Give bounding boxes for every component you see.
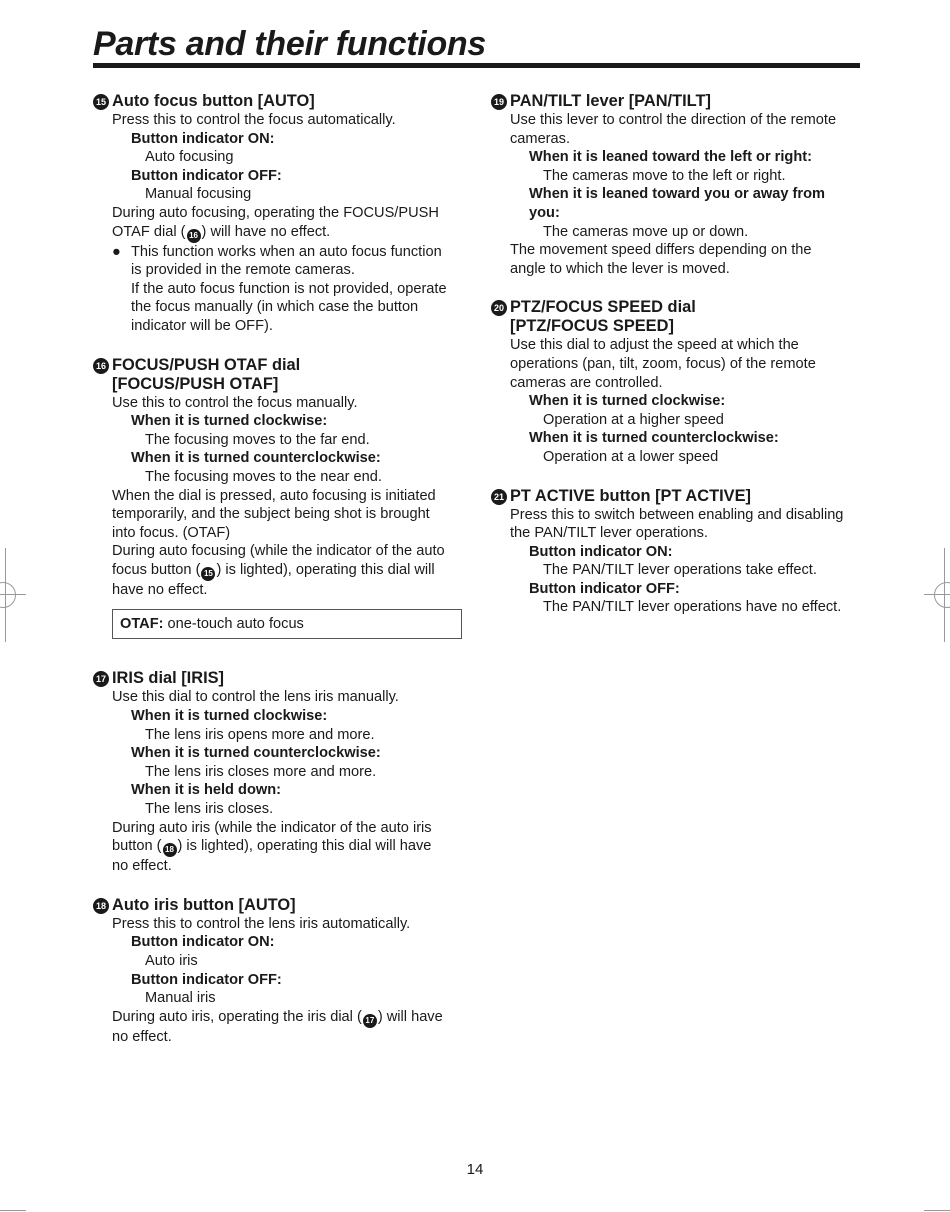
indicator-off-value: Manual focusing <box>145 186 252 203</box>
definition-text: one-touch auto focus <box>163 616 304 633</box>
up-down-value: The cameras move up or down. <box>543 223 749 240</box>
right-column <box>491 92 863 637</box>
section-pt-active-button <box>491 487 863 618</box>
section-heading <box>93 896 465 915</box>
section-pan-tilt-lever <box>491 92 863 278</box>
indicator-on-label: Button indicator ON: <box>131 934 275 951</box>
crop-mark <box>924 1210 950 1211</box>
indicator-on-value: The PAN/TILT lever operations take effect. <box>543 562 817 579</box>
number-16-icon: 16 <box>187 229 201 243</box>
section-intro: operations (pan, tilt, zoom, focus) of the remote <box>510 355 816 372</box>
paragraph-line: into focus. (OTAF) <box>112 524 231 541</box>
paragraph-line: The movement speed differs depending on the <box>510 242 812 259</box>
bullet-icon: ● <box>112 243 121 260</box>
held-down-value: The lens iris closes. <box>145 801 274 818</box>
indicator-off-value: The PAN/TILT lever operations have no effect. <box>543 599 842 616</box>
section-intro: Use this lever to control the direction of the remote <box>510 112 837 128</box>
up-down-label: When it is leaned toward you or away from <box>529 186 825 203</box>
paragraph-line: During auto focusing (while the indicator of the auto <box>112 543 445 560</box>
section-intro: cameras are controlled. <box>510 374 663 391</box>
section-heading <box>491 487 863 506</box>
section-intro: Press this to control the focus automatically. <box>112 112 396 128</box>
section-intro: Use this dial to adjust the speed at which the <box>510 337 799 354</box>
paragraph-line: focus button ( 15 ) is lighted), operating this dial will <box>112 561 465 581</box>
clockwise-value: The focusing moves to the far end. <box>145 431 370 448</box>
section-heading <box>93 92 465 111</box>
up-down-label: you: <box>529 204 560 221</box>
section-heading <box>491 298 863 336</box>
left-column <box>93 92 465 1066</box>
indicator-on-label: Button indicator ON: <box>131 130 275 147</box>
number-18-icon: 18 <box>93 898 109 914</box>
section-iris-dial <box>93 669 465 875</box>
paragraph-line: no effect. <box>112 1028 172 1045</box>
bullet-line: indicator will be OFF). <box>131 317 273 334</box>
section-auto-focus-button <box>93 92 465 336</box>
section-title: PAN/TILT lever [PAN/TILT] <box>510 92 711 110</box>
bullet-line: This function works when an auto focus function <box>131 243 442 260</box>
clockwise-value: Operation at a higher speed <box>543 411 724 428</box>
bullet-item <box>112 243 465 336</box>
number-17-icon: 17 <box>93 671 109 687</box>
section-auto-iris-button <box>93 896 465 1047</box>
paragraph-line: have no effect. <box>112 581 208 598</box>
number-21-icon: 21 <box>491 489 507 505</box>
bullet-line: is provided in the remote cameras. <box>131 262 355 279</box>
clockwise-label: When it is turned clockwise: <box>131 413 328 430</box>
section-intro: Press this to control the lens iris automatically. <box>112 915 411 932</box>
left-right-value: The cameras move to the left or right. <box>543 167 786 184</box>
counterclockwise-value: Operation at a lower speed <box>543 448 719 465</box>
paragraph-line: button ( 18 ) is lighted), operating this dial will have <box>112 837 465 857</box>
section-heading <box>93 669 465 688</box>
section-heading <box>491 92 863 111</box>
title-rule <box>93 63 860 68</box>
section-title-line2: [FOCUS/PUSH OTAF] <box>112 374 279 393</box>
section-intro: Use this to control the focus manually. <box>112 394 358 411</box>
paragraph-line: When the dial is pressed, auto focusing is initiated <box>112 487 436 504</box>
section-focus-push-otaf-dial <box>93 356 465 640</box>
number-17-icon: 17 <box>363 1014 377 1028</box>
indicator-off-label: Button indicator OFF: <box>529 580 680 597</box>
section-ptz-focus-speed-dial <box>491 298 863 466</box>
section-intro: the PAN/TILT lever operations. <box>510 525 708 542</box>
number-16-icon: 16 <box>93 358 109 374</box>
indicator-off-label: Button indicator OFF: <box>131 167 282 184</box>
section-title: PTZ/FOCUS SPEED dial <box>510 298 696 317</box>
section-title-line2: [PTZ/FOCUS SPEED] <box>510 317 674 336</box>
indicator-off-value: Manual iris <box>145 990 216 1007</box>
indicator-on-value: Auto iris <box>145 953 198 969</box>
paragraph-line: angle to which the lever is moved. <box>510 260 730 277</box>
section-intro: Use this dial to control the lens iris manually. <box>112 689 399 706</box>
section-title: Auto focus button [AUTO] <box>112 92 315 110</box>
crop-mark <box>0 1210 26 1211</box>
paragraph-line: no effect. <box>112 858 172 875</box>
indicator-off-label: Button indicator OFF: <box>131 971 282 988</box>
paragraph-line: During auto iris (while the indicator of the auto iris <box>112 819 432 836</box>
clockwise-label: When it is turned clockwise: <box>529 393 726 410</box>
left-right-label: When it is leaned toward the left or right: <box>529 149 812 166</box>
number-15-icon: 15 <box>93 94 109 110</box>
number-18-icon: 18 <box>163 843 177 857</box>
section-intro: Press this to switch between enabling and disabling <box>510 506 844 523</box>
definition-term: OTAF: <box>120 616 164 633</box>
section-intro: cameras. <box>510 130 571 147</box>
number-19-icon: 19 <box>491 94 507 110</box>
section-title: IRIS dial [IRIS] <box>112 669 225 688</box>
clockwise-value: The lens iris opens more and more. <box>145 726 375 743</box>
note-line: During auto focusing, operating the FOCUS/PUSH <box>112 204 439 221</box>
number-20-icon: 20 <box>491 300 507 316</box>
otaf-definition-box <box>112 609 462 639</box>
held-down-label: When it is held down: <box>131 782 281 799</box>
section-heading <box>93 356 465 394</box>
paragraph-line: During auto iris, operating the iris dial ( 17 ) will have <box>112 1008 465 1028</box>
indicator-on-value: Auto focusing <box>145 149 234 166</box>
note-line: OTAF dial ( 16 ) will have no effect. <box>112 223 465 243</box>
bullet-line: the focus manually (in which case the button <box>131 299 419 316</box>
indicator-on-label: Button indicator ON: <box>529 543 673 560</box>
paragraph-line: temporarily, and the subject being shot is brought <box>112 506 430 523</box>
section-title: Auto iris button [AUTO] <box>112 895 296 914</box>
counterclockwise-label: When it is turned counterclockwise: <box>131 745 381 762</box>
section-title: FOCUS/PUSH OTAF dial <box>112 355 301 374</box>
page-title: Parts and their functions <box>93 25 486 63</box>
clockwise-label: When it is turned clockwise: <box>131 708 328 725</box>
section-title: PT ACTIVE button [PT ACTIVE] <box>510 486 751 505</box>
number-15-icon: 15 <box>201 567 215 581</box>
bullet-line: If the auto focus function is not provided, operate <box>131 280 447 297</box>
counterclockwise-label: When it is turned counterclockwise: <box>529 430 779 447</box>
counterclockwise-value: The focusing moves to the near end. <box>145 468 382 485</box>
counterclockwise-value: The lens iris closes more and more. <box>145 763 377 780</box>
page-number: 14 <box>466 1161 484 1178</box>
counterclockwise-label: When it is turned counterclockwise: <box>131 450 381 467</box>
